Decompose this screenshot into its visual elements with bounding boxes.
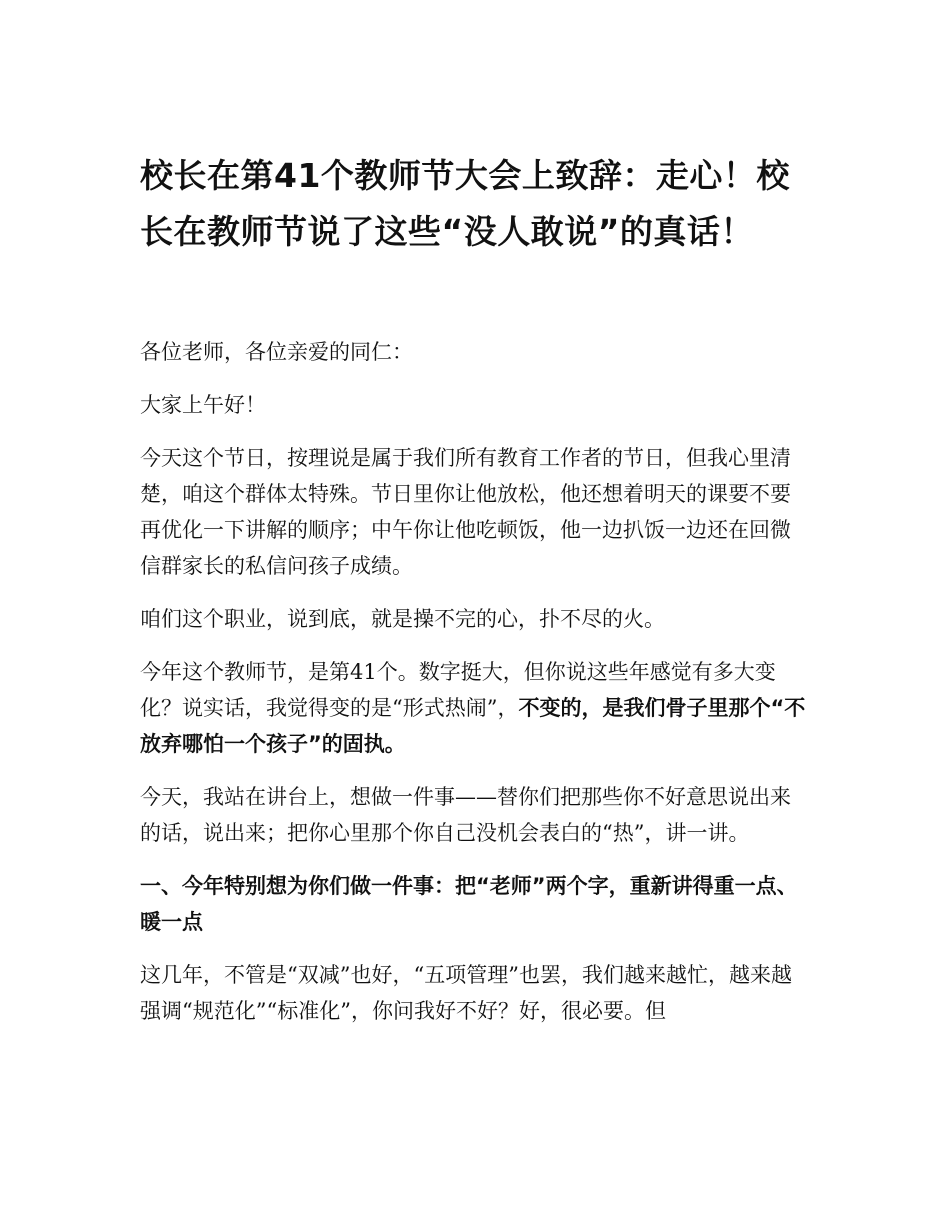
body-paragraph-3-emphasis: 不变的，是我们骨子里那个“不放弃哪怕一个孩子”的固执。: [140, 696, 806, 756]
body-paragraph-2: 咱们这个职业，说到底，就是操不完的心，扑不尽的火。: [140, 607, 665, 631]
body-paragraph-3-text: 今年这个教师节，是第41个。数字挺大，但你说这些年感觉有多大变化？说实话，我觉得变的是“形式热闹”，: [140, 660, 776, 720]
document-page: [140, 148, 808, 1046]
body-paragraph-3: [140, 654, 808, 762]
document-title: 校长在第41个教师节大会上致辞：走心！校长在教师节说了这些“没人敢说”的真话！: [140, 156, 790, 251]
body-paragraph-4: 今天，我站在讲台上，想做一件事——替你们把那些你不好意思说出来的话，说出来；把你心里那个你自己没机会表白的“热”，讲一讲。: [140, 785, 791, 845]
section-heading-1: 一、今年特别想为你们做一件事：把“老师”两个字，重新讲得重一点、暖一点: [140, 874, 798, 934]
body-paragraph-5: 这几年，不管是“双减”也好，“五项管理”也罢，我们越来越忙，越来越强调“规范化”“标准化”，你问我好不好？好，很必要。但: [140, 963, 792, 1023]
salutation-paragraph: 大家上午好！: [140, 393, 266, 417]
greeting-paragraph: 各位老师，各位亲爱的同仁：: [140, 340, 413, 364]
body-paragraph-1: 今天这个节日，按理说是属于我们所有教育工作者的节日，但我心里清楚，咱这个群体太特殊。节日里你让他放松，他还想着明天的课要不要再优化一下讲解的顺序；中午你让他吃顿饭，他一边扒饭一边还在回微信群家长的私信问孩子成绩。: [140, 446, 791, 578]
